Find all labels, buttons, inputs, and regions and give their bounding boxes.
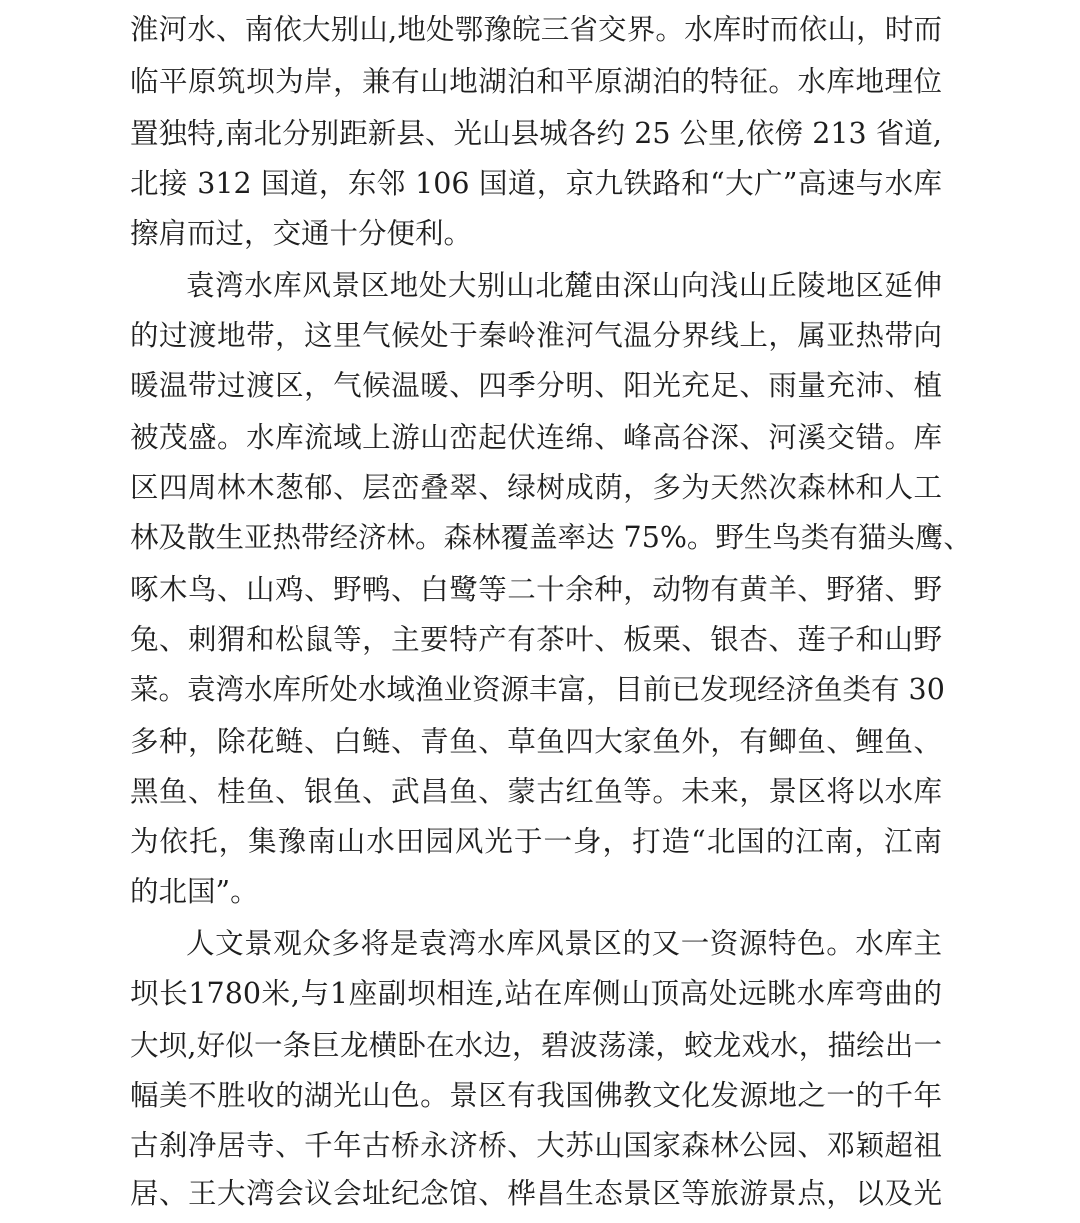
text-line: 北接 312 国道，东邻 106 国道，京九铁路和“大广”高速与水库: [130, 167, 942, 200]
paragraph-first-line: 袁湾水库风景区地处大别山北麓由深山向浅山丘陵地区延伸: [186, 269, 942, 302]
text-line: 黑鱼、桂鱼、银鱼、武昌鱼、蒙古红鱼等。未来，景区将以水库: [130, 775, 942, 808]
text-line: 啄木鸟、山鸡、野鸭、白鹭等二十余种，动物有黄羊、野猪、野: [130, 573, 942, 606]
text-line: 居、王大湾会议会址纪念馆、桦昌生态景区等旅游景点，以及光: [130, 1177, 942, 1210]
text-line: 被茂盛。水库流域上游山峦起伏连绵、峰高谷深、河溪交错。库: [130, 421, 942, 454]
text-line: 古刹净居寺、千年古桥永济桥、大苏山国家森林公园、邓颖超祖: [130, 1129, 942, 1162]
text-line: 菜。袁湾水库所处水域渔业资源丰富，目前已发现经济鱼类有 30: [130, 673, 945, 706]
text-line: 多种，除花鲢、白鲢、青鱼、草鱼四大家鱼外，有鲫鱼、鲤鱼、: [130, 725, 942, 758]
text-line: 的北国”。: [130, 875, 259, 908]
text-line: 林及散生亚热带经济林。森林覆盖率达 75%。野生鸟类有猫头鹰、: [130, 521, 972, 554]
text-line: 区四周林木葱郁、层峦叠翠、绿树成荫，多为天然次森林和人工: [130, 471, 942, 504]
text-line: 的过渡地带，这里气候处于秦岭淮河气温分界线上，属亚热带向: [130, 319, 942, 352]
text-line: 为依托，集豫南山水田园风光于一身，打造“北国的江南，江南: [130, 825, 942, 858]
text-line: 坝长1780米,与1座副坝相连,站在库侧山顶高处远眺水库弯曲的: [130, 977, 942, 1010]
text-line: 擦肩而过，交通十分便利。: [130, 217, 473, 250]
text-line: 置独特,南北分别距新县、光山县城各约 25 公里,依傍 213 省道,: [130, 117, 942, 150]
text-line: 淮河水、南依大别山,地处鄂豫皖三省交界。水库时而依山，时而: [130, 13, 942, 46]
text-line: 兔、刺猬和松鼠等，主要特产有茶叶、板栗、银杏、莲子和山野: [130, 623, 942, 656]
text-line: 临平原筑坝为岸，兼有山地湖泊和平原湖泊的特征。水库地理位: [130, 65, 942, 98]
text-line: 暖温带过渡区，气候温暖、四季分明、阳光充足、雨量充沛、植: [130, 369, 942, 402]
text-line: 大坝,好似一条巨龙横卧在水边，碧波荡漾，蛟龙戏水，描绘出一: [130, 1029, 942, 1062]
paragraph-first-line: 人文景观众多将是袁湾水库风景区的又一资源特色。水库主: [186, 927, 942, 960]
text-line: 幅美不胜收的湖光山色。景区有我国佛教文化发源地之一的千年: [130, 1079, 942, 1112]
